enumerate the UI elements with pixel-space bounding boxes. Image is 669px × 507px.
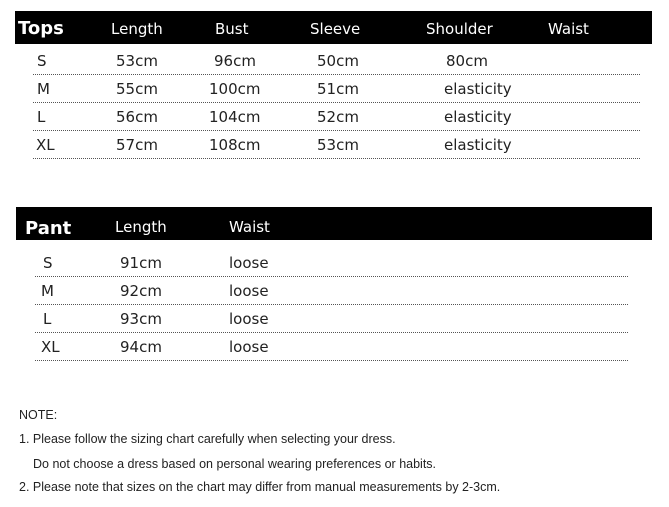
pant-col-waist: Waist: [229, 218, 270, 236]
shoulder-cell: elasticity: [444, 108, 512, 126]
size-cell: XL: [41, 338, 60, 356]
length-cell: 92cm: [120, 282, 162, 300]
shoulder-cell: 80cm: [446, 52, 488, 70]
length-cell: 94cm: [120, 338, 162, 356]
table-row: [33, 75, 640, 103]
sleeve-cell: 51cm: [317, 80, 359, 98]
length-cell: 91cm: [120, 254, 162, 272]
row-divider: [35, 360, 628, 361]
tops-col-sleeve: Sleeve: [310, 20, 361, 38]
size-cell: XL: [36, 136, 55, 154]
table-row: [35, 333, 628, 361]
table-row: [35, 277, 628, 305]
note-1-continued: Do not choose a dress based on personal wearing preferences or habits.: [33, 457, 437, 471]
sleeve-cell: 52cm: [317, 108, 359, 126]
bust-cell: 96cm: [214, 52, 256, 70]
shoulder-cell: elasticity: [444, 80, 512, 98]
shoulder-cell: elasticity: [444, 136, 512, 154]
size-cell: S: [43, 254, 53, 272]
size-cell: M: [41, 282, 54, 300]
table-row: [33, 103, 640, 131]
note-2: 2. Please note that sizes on the chart may differ from manual measurements by 2-3cm.: [19, 480, 501, 494]
tops-title: Tops: [18, 18, 64, 39]
pant-header-bar: [16, 207, 652, 240]
sleeve-cell: 50cm: [317, 52, 359, 70]
length-cell: 57cm: [116, 136, 158, 154]
tops-col-shoulder: Shoulder: [426, 20, 493, 38]
size-cell: S: [37, 52, 47, 70]
waist-cell: loose: [229, 310, 269, 328]
bust-cell: 104cm: [209, 108, 261, 126]
table-row: [33, 131, 640, 159]
table-row: [35, 249, 628, 277]
size-cell: M: [37, 80, 50, 98]
size-cell: L: [37, 108, 46, 126]
table-row: [35, 305, 628, 333]
pant-col-length: Length: [115, 218, 167, 236]
note-1: 1. Please follow the sizing chart carefully when selecting your dress.: [19, 432, 396, 446]
table-row: [33, 47, 640, 75]
bust-cell: 100cm: [209, 80, 261, 98]
tops-col-waist: Waist: [548, 20, 589, 38]
notes-title: NOTE:: [19, 408, 58, 422]
length-cell: 56cm: [116, 108, 158, 126]
tops-header-bar: [15, 11, 652, 44]
length-cell: 93cm: [120, 310, 162, 328]
bust-cell: 108cm: [209, 136, 261, 154]
pant-title: Pant: [25, 218, 72, 239]
length-cell: 55cm: [116, 80, 158, 98]
tops-col-length: Length: [111, 20, 163, 38]
sleeve-cell: 53cm: [317, 136, 359, 154]
waist-cell: loose: [229, 254, 269, 272]
size-cell: L: [43, 310, 52, 328]
waist-cell: loose: [229, 282, 269, 300]
waist-cell: loose: [229, 338, 269, 356]
tops-col-bust: Bust: [215, 20, 249, 38]
length-cell: 53cm: [116, 52, 158, 70]
row-divider: [33, 158, 640, 159]
